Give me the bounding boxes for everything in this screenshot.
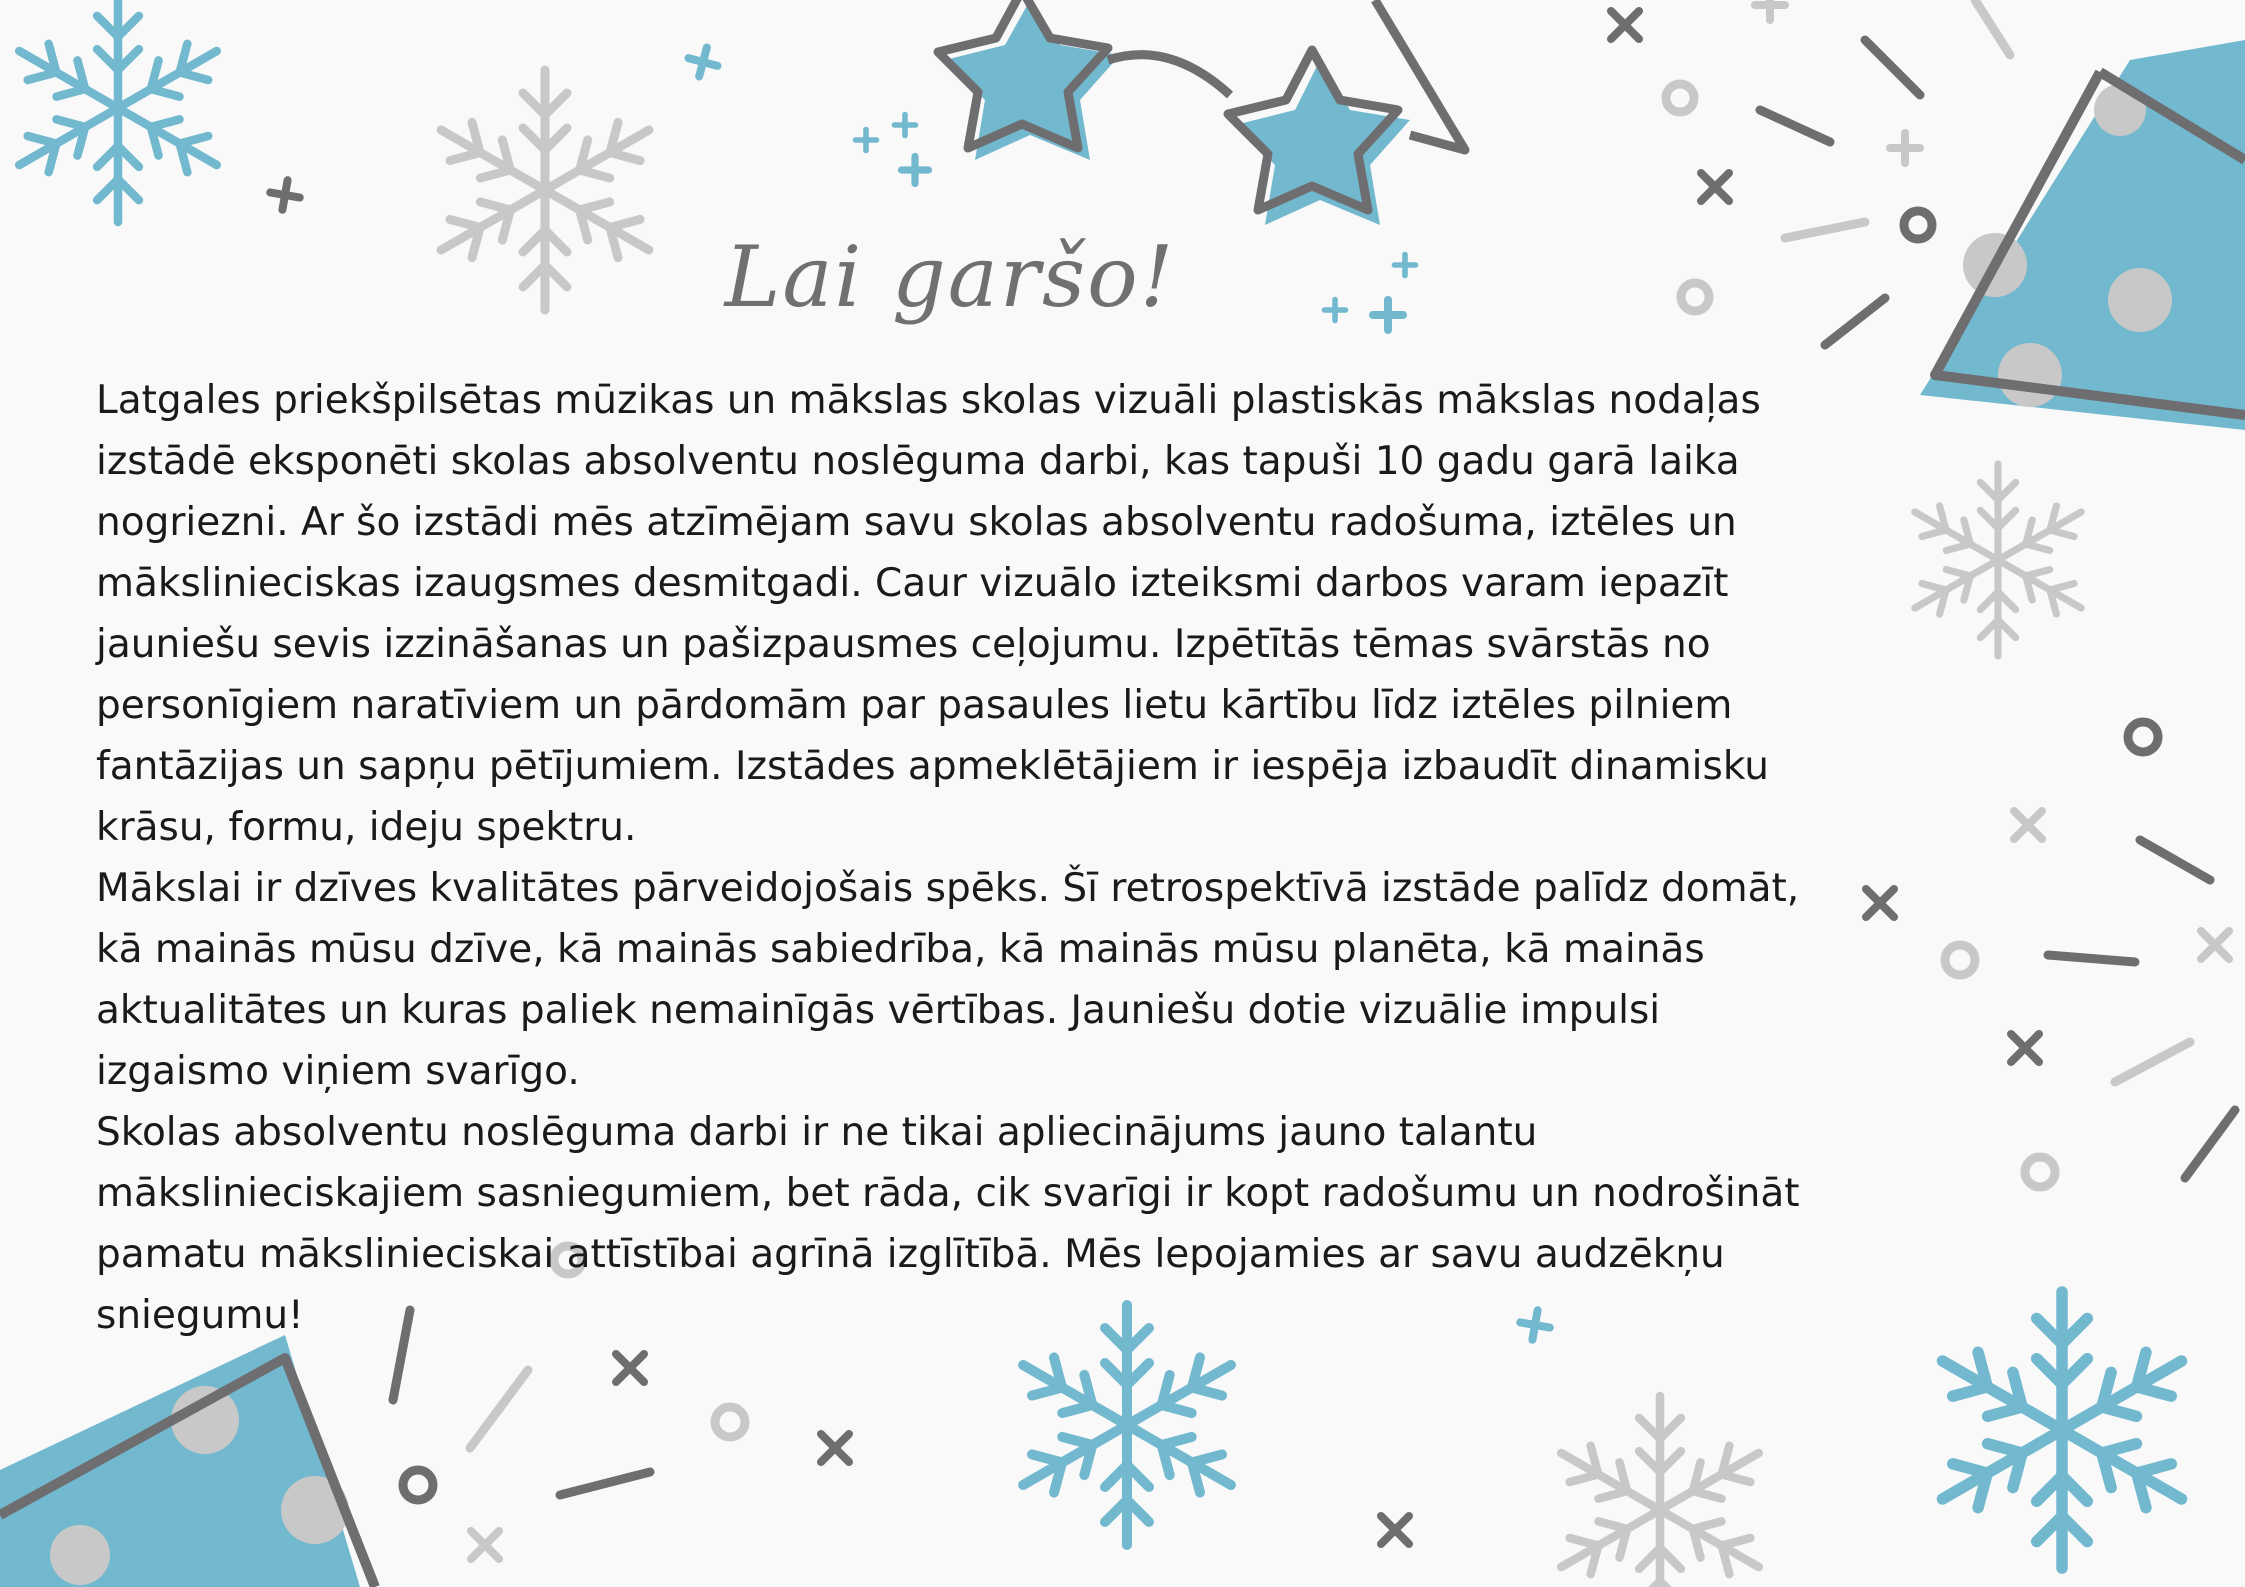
snowflake-icon xyxy=(9,0,227,222)
party-hat-icon xyxy=(0,1335,375,1587)
snowflake-icon xyxy=(1551,1396,1769,1587)
party-hat-icon xyxy=(1920,40,2245,430)
paragraph: Latgales priekšpilsētas mūzikas un mākslas skolas vizuāli plastiskās mākslas nodaļas izstādē eksponēti skolas absolventu noslēguma darbi, kas tapuši 10 gadu garā laika nogriezni. Ar šo izstādi mēs atzīmējam savu skolas absolventu radošuma, iztēles un mākslinieciskas izaugsmes desmitgadi. Caur vizuālo izteiksmi darbos varam iepazīt jauniešu sevis izzināšanas un pašizpausmes ceļojumu. Izpētītās tēmas svārstās no personīgiem naratīviem un pārdomām par pasaules lietu kārtību līdz iztēles pilniem fantāzijas un sapņu pētījumiem. Izstādes apmeklētājiem ir iespēja izbaudīt dinamisku krāsu, formu, ideju spektru. xyxy=(96,378,1769,850)
paragraph: Skolas absolventu noslēguma darbi ir ne tikai apliecinājums jauno talantu mākslinieciskajiem sasniegumiem, bet rāda, cik svarīgi ir kopt radošumu un nodrošināt pamatu mākslinieciskai attīstībai agrīnā izglītībā. Mēs lepojamies ar savu audzēkņu sniegumu! xyxy=(96,1110,1800,1338)
page-title: Lai garšo! xyxy=(724,228,1176,326)
body-text xyxy=(96,370,1816,1346)
paragraph: Mākslai ir dzīves kvalitātes pārveidojošais spēks. Šī retrospektīvā izstāde palīdz domāt, kā mainās mūsu dzīve, kā mainās sabiedrība, kā mainās mūsu planēta, kā mainās aktualitātes un kuras paliek nemainīgās vērtības. Jauniešu dotie vizuālie impulsi izgaismo viņiem svarīgo. xyxy=(96,866,1800,1094)
star-glasses-icon xyxy=(938,0,1465,225)
snowflake-icon xyxy=(1930,1292,2194,1568)
snowflake-icon xyxy=(1906,464,2090,656)
